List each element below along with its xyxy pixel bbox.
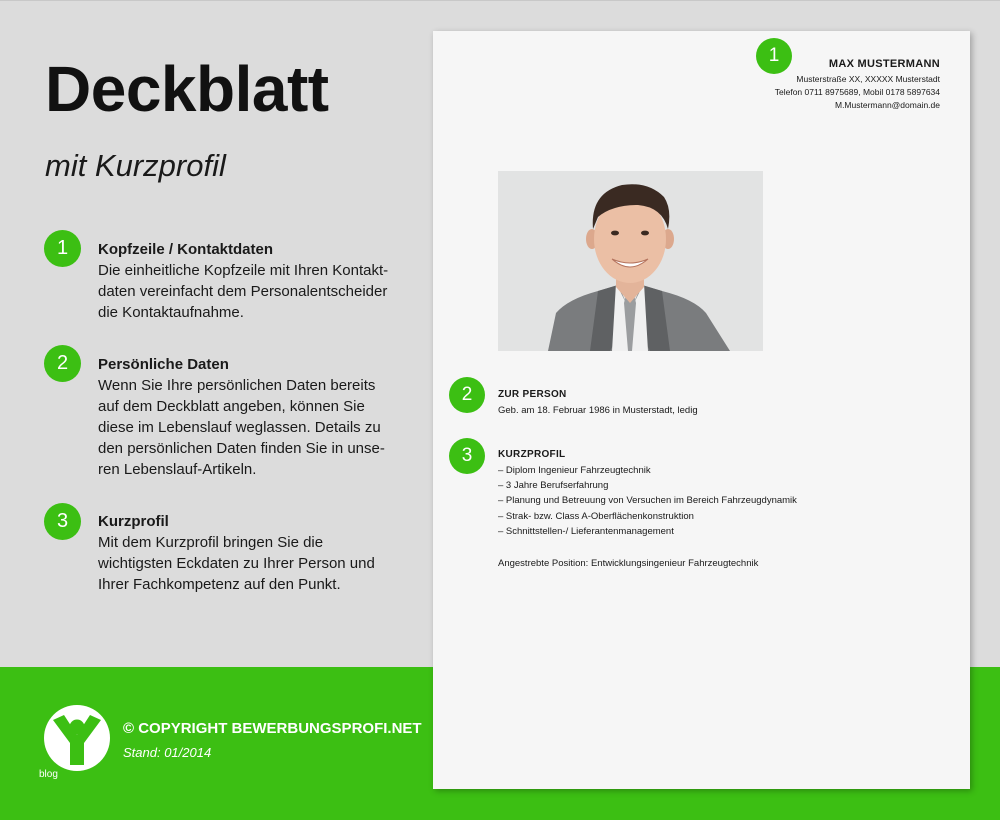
cv-number-badge-3: 3 xyxy=(449,438,485,474)
frame-border xyxy=(0,0,1000,1)
info-text-line: Mit dem Kurzprofil bringen Sie die xyxy=(98,534,324,551)
info-heading: Persönliche Daten xyxy=(98,356,229,373)
cv-name: MAX MUSTERMANN xyxy=(828,58,940,70)
list-item: – Schnittstellen-/ Lieferantenmanagement xyxy=(498,525,674,537)
cv-section-title-profile: KURZPROFIL xyxy=(498,449,566,460)
stand-date: Stand: 01/2014 xyxy=(123,745,212,760)
info-text-line: den persönlichen Daten finden Sie in unse- xyxy=(98,440,385,457)
copyright-text: © COPYRIGHT BEWERBUNGSPROFI.NET xyxy=(123,720,422,737)
info-text-line: Ihrer Fachkompetenz auf den Punkt. xyxy=(98,576,341,593)
number-badge-1: 1 xyxy=(44,230,81,267)
number-badge-2: 2 xyxy=(44,345,81,382)
person-arms-up-icon xyxy=(44,705,110,771)
cv-profile-list xyxy=(498,463,797,539)
info-text-line: daten vereinfacht dem Personalentscheider xyxy=(98,283,388,300)
info-text-line: wichtigsten Eckdaten zu Ihrer Person und xyxy=(98,555,375,572)
cv-header-contact xyxy=(775,58,940,112)
list-item: – Strak- bzw. Class A-Oberflächenkonstruktion xyxy=(498,510,694,522)
info-text-line: Die einheitliche Kopfzeile mit Ihren Kontakt- xyxy=(98,262,389,279)
cv-person-text: Geb. am 18. Februar 1986 in Musterstadt, ledig xyxy=(498,405,698,416)
cv-page-preview xyxy=(433,31,970,789)
cv-number-badge-2: 2 xyxy=(449,377,485,413)
info-item-header-contact xyxy=(98,239,418,323)
info-text-line: diese im Lebenslauf weglassen. Details zu xyxy=(98,419,381,436)
cv-address: Musterstraße XX, XXXXX Musterstadt xyxy=(796,74,940,84)
cv-phone: Telefon 0711 8975689, Mobil 0178 5897634 xyxy=(774,87,940,97)
cv-number-badge-1: 1 xyxy=(756,38,792,74)
info-heading: Kurzprofil xyxy=(98,513,169,530)
list-item: – Planung und Betreuung von Versuchen im Bereich Fahrzeugdynamik xyxy=(498,495,797,507)
cv-email: M.Mustermann@domain.de xyxy=(834,100,940,110)
list-item: – 3 Jahre Berufserfahrung xyxy=(498,480,609,492)
info-item-short-profile xyxy=(98,511,418,595)
info-heading: Kopfzeile / Kontaktdaten xyxy=(98,241,274,258)
cv-target-position: Angestrebte Position: Entwicklungsingenieur Fahrzeugtechnik xyxy=(498,558,759,569)
info-item-personal-data xyxy=(98,354,418,480)
page-title: Deckblatt xyxy=(45,53,329,125)
info-text-line: ren Lebenslauf-Artikeln. xyxy=(98,461,257,478)
list-item: – Diplom Ingenieur Fahrzeugtechnik xyxy=(498,465,651,476)
info-text-line: auf dem Deckblatt angeben, können Sie xyxy=(98,398,365,415)
logo-caption: blog xyxy=(39,769,58,780)
cv-section-title-person: ZUR PERSON xyxy=(498,389,567,400)
page-subtitle: mit Kurzprofil xyxy=(45,148,226,183)
info-text-line: die Kontaktaufnahme. xyxy=(98,304,244,321)
info-text-line: Wenn Sie Ihre persönlichen Daten bereits xyxy=(98,377,376,394)
number-badge-3: 3 xyxy=(44,503,81,540)
portrait-photo xyxy=(498,171,763,351)
